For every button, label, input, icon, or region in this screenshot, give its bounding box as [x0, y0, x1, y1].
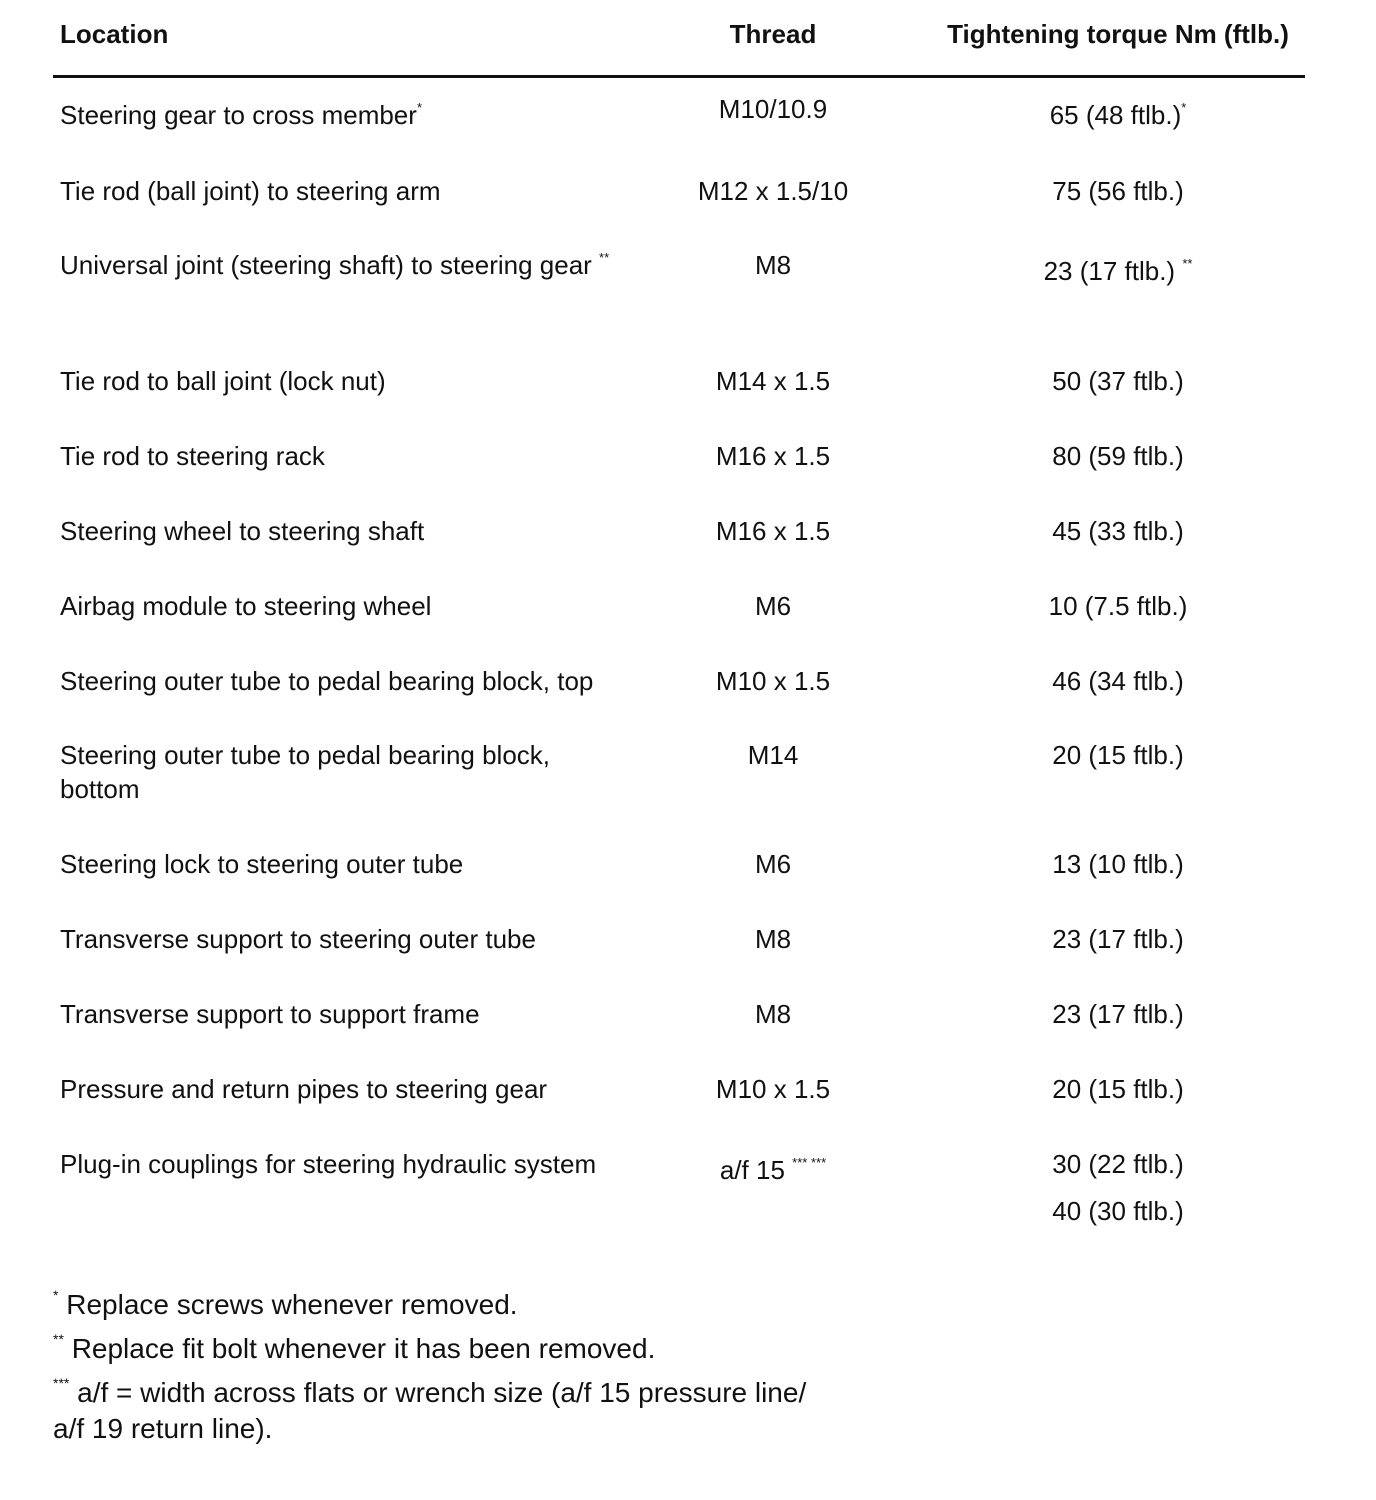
location-cell: Plug-in couplings for steering hydraulic system: [60, 1149, 597, 1179]
thread-cell: M16 x 1.5: [715, 516, 831, 546]
torque-cell: 23 (17 ftlb.) **: [1043, 256, 1193, 286]
location-cell: Universal joint (steering shaft) to steering gear **: [60, 250, 610, 280]
footnote-mark: *: [1181, 100, 1187, 115]
torque-cell: 13 (10 ftlb.): [1052, 849, 1184, 879]
torque-cell: 50 (37 ftlb.): [1052, 366, 1184, 396]
thread-cell: M16 x 1.5: [715, 441, 831, 471]
footnote-mark: **: [1182, 256, 1193, 271]
torque-cell: 20 (15 ftlb.): [1052, 740, 1184, 770]
footnote-mark: *: [416, 100, 422, 115]
torque-cell: 80 (59 ftlb.): [1052, 441, 1184, 471]
location-cell: Transverse support to support frame: [60, 999, 480, 1029]
location-cell: Steering wheel to steering shaft: [60, 516, 425, 546]
column-header-torque: Tightening torque Nm (ftlb.): [947, 19, 1289, 49]
thread-cell: M10 x 1.5: [715, 1074, 831, 1104]
location-cell: Steering outer tube to pedal bearing block, bottom: [60, 740, 551, 804]
thread-cell: M6: [754, 591, 792, 621]
thread-cell: a/f 15 *** ***: [719, 1155, 827, 1185]
torque-cell: 45 (33 ftlb.): [1052, 516, 1184, 546]
column-header-location: Location: [60, 19, 169, 49]
location-cell: Steering outer tube to pedal bearing block, top: [60, 666, 594, 696]
torque-second-value: 40 (30 ftlb.): [1052, 1196, 1184, 1226]
location-cell: Tie rod to steering rack: [60, 441, 325, 471]
thread-cell: M8: [754, 924, 792, 954]
thread-cell: M8: [754, 999, 792, 1029]
footnote-mark: ***: [53, 1375, 70, 1391]
column-header-thread: Thread: [729, 19, 817, 49]
thread-cell: M6: [754, 849, 792, 879]
footnote-mark: **: [53, 1331, 64, 1347]
thread-cell: M10 x 1.5: [715, 666, 831, 696]
thread-cell: M12 x 1.5/10: [697, 176, 849, 206]
footnote-item: *** a/f = width across flats or wrench size (a/f 15 pressure line/ a/f 19 return line).: [53, 1375, 807, 1444]
torque-cell: 75 (56 ftlb.): [1052, 176, 1184, 206]
torque-cell: 65 (48 ftlb.)*: [1049, 100, 1187, 130]
torque-cell: 10 (7.5 ftlb.): [1048, 591, 1188, 621]
location-cell: Pressure and return pipes to steering gear: [60, 1074, 548, 1104]
header-divider: [53, 75, 1305, 78]
thread-cell: M14 x 1.5: [715, 366, 831, 396]
location-cell: Steering gear to cross member*: [60, 100, 422, 130]
footnote-item: * Replace screws whenever removed.: [53, 1287, 518, 1320]
footnote-mark: *: [53, 1287, 59, 1303]
location-cell: Transverse support to steering outer tube: [60, 924, 536, 954]
footnote-mark: **: [599, 250, 610, 265]
table-header: [0, 18, 1376, 58]
torque-cell: 23 (17 ftlb.): [1052, 924, 1184, 954]
thread-cell: M10/10.9: [718, 94, 828, 124]
location-cell: Steering lock to steering outer tube: [60, 849, 464, 879]
torque-cell: 23 (17 ftlb.): [1052, 999, 1184, 1029]
location-cell: Tie rod (ball joint) to steering arm: [60, 176, 441, 206]
torque-cell: 30 (22 ftlb.) 40 (30 ftlb.): [1052, 1149, 1184, 1226]
location-cell: Tie rod to ball joint (lock nut): [60, 366, 386, 396]
footnote-item: ** Replace fit bolt whenever it has been removed.: [53, 1331, 656, 1364]
thread-cell: M14: [747, 740, 799, 770]
thread-cell: M8: [754, 250, 792, 280]
torque-cell: 20 (15 ftlb.): [1052, 1074, 1184, 1104]
location-cell: Airbag module to steering wheel: [60, 591, 432, 621]
footnote-mark: *** ***: [792, 1155, 827, 1170]
torque-cell: 46 (34 ftlb.): [1052, 666, 1184, 696]
footnotes: [53, 1287, 813, 1455]
